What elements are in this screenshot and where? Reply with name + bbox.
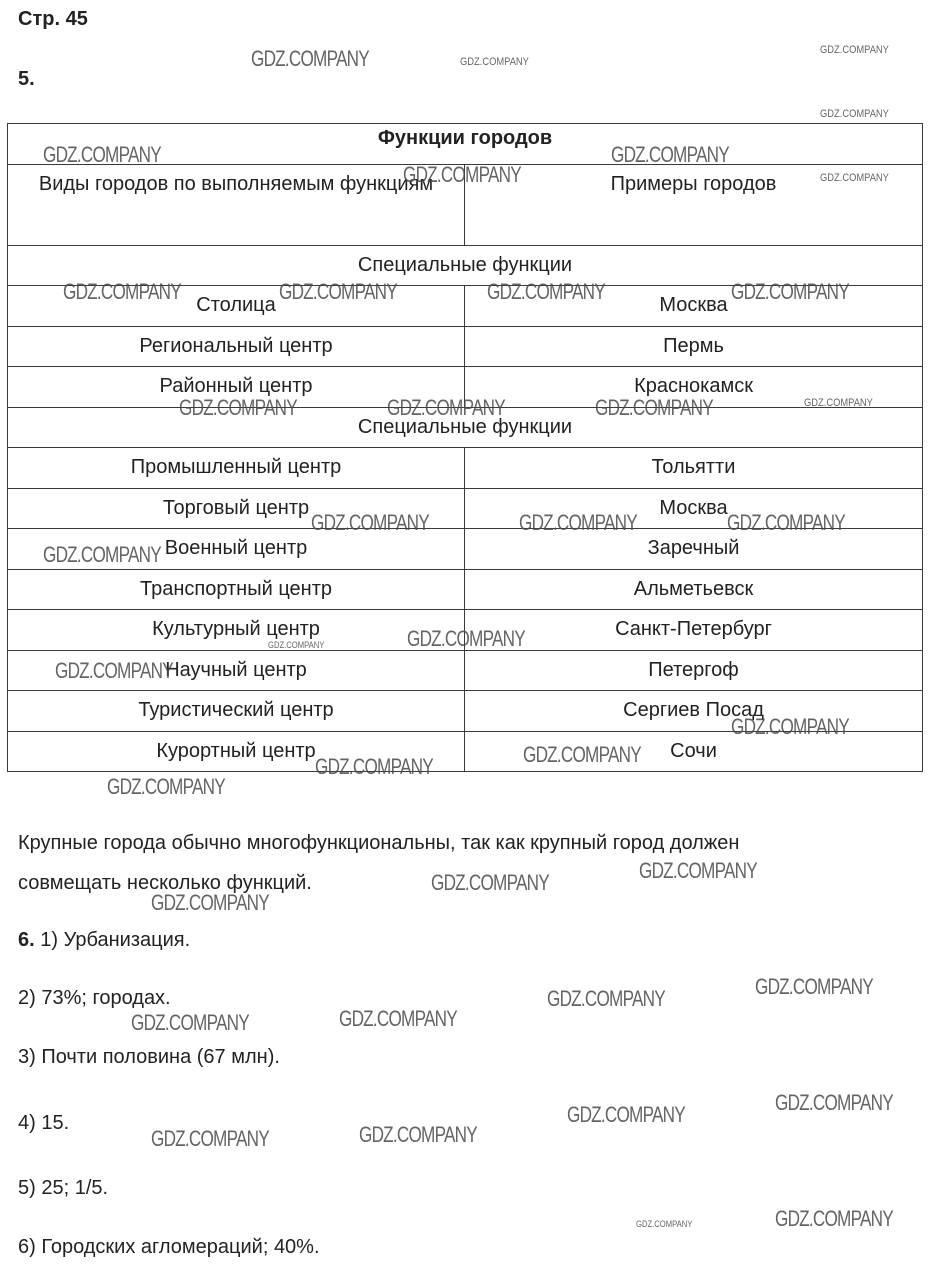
city-type: Региональный центр	[8, 326, 465, 367]
watermark: GDZ.COMPANY	[131, 1010, 249, 1035]
city-example: Сочи	[465, 731, 923, 772]
watermark: GDZ.COMPANY	[804, 397, 873, 409]
table-title: Функции городов	[8, 124, 923, 165]
watermark: GDZ.COMPANY	[731, 714, 849, 739]
conclusion-line-2: совмещать несколько функций.	[18, 872, 312, 894]
city-example: Заречный	[465, 529, 923, 570]
city-type: Культурный центр	[8, 610, 465, 651]
table-row	[8, 488, 923, 529]
page-number: Стр. 45	[18, 8, 88, 30]
answer-3: 3) Почти половина (67 млн).	[18, 1046, 280, 1068]
watermark: GDZ.COMPANY	[567, 1102, 685, 1127]
table-row	[8, 448, 923, 489]
watermark: GDZ.COMPANY	[43, 542, 161, 567]
watermark: GDZ.COMPANY	[179, 395, 297, 420]
watermark: GDZ.COMPANY	[775, 1090, 893, 1115]
task-6-number: 6.	[18, 929, 35, 951]
city-type: Торговый центр	[8, 488, 465, 529]
watermark: GDZ.COMPANY	[639, 858, 757, 883]
watermark: GDZ.COMPANY	[487, 279, 605, 304]
city-example: Санкт-Петербург	[465, 610, 923, 651]
watermark: GDZ.COMPANY	[268, 640, 325, 650]
city-type: Туристический центр	[8, 691, 465, 732]
table-row	[8, 691, 923, 732]
city-example: Пермь	[465, 326, 923, 367]
watermark: GDZ.COMPANY	[387, 395, 505, 420]
table-row	[8, 610, 923, 651]
watermark: GDZ.COMPANY	[315, 754, 433, 779]
table-row	[8, 326, 923, 367]
answer-1	[18, 929, 190, 952]
answer-2: 2) 73%; городах.	[18, 987, 171, 1009]
watermark: GDZ.COMPANY	[43, 142, 161, 167]
watermark: GDZ.COMPANY	[251, 46, 369, 71]
watermark: GDZ.COMPANY	[55, 658, 173, 683]
city-example: Петергоф	[465, 650, 923, 691]
city-type: Столица	[8, 286, 465, 327]
watermark: GDZ.COMPANY	[820, 172, 889, 184]
watermark: GDZ.COMPANY	[339, 1006, 457, 1031]
city-example: Сергиев Посад	[465, 691, 923, 732]
section-label: Специальные функции	[8, 407, 923, 448]
watermark: GDZ.COMPANY	[727, 510, 845, 535]
city-example: Тольятти	[465, 448, 923, 489]
city-functions-table	[7, 123, 923, 772]
watermark: GDZ.COMPANY	[731, 279, 849, 304]
watermark: GDZ.COMPANY	[311, 510, 429, 535]
table-row	[8, 286, 923, 327]
watermark: GDZ.COMPANY	[611, 142, 729, 167]
col-header-examples: Примеры городов	[465, 164, 923, 245]
task-5-number: 5.	[18, 68, 35, 90]
watermark: GDZ.COMPANY	[279, 279, 397, 304]
answer-1-text: 1) Урбанизация.	[40, 929, 191, 951]
watermark: GDZ.COMPANY	[595, 395, 713, 420]
watermark: GDZ.COMPANY	[519, 510, 637, 535]
table-row	[8, 367, 923, 408]
city-example: Краснокамск	[465, 367, 923, 408]
watermark: GDZ.COMPANY	[359, 1122, 477, 1147]
watermark: GDZ.COMPANY	[403, 162, 521, 187]
watermark: GDZ.COMPANY	[151, 890, 269, 915]
city-type: Транспортный центр	[8, 569, 465, 610]
watermark: GDZ.COMPANY	[755, 974, 873, 999]
watermark: GDZ.COMPANY	[775, 1206, 893, 1231]
watermark: GDZ.COMPANY	[460, 56, 529, 68]
watermark: GDZ.COMPANY	[431, 870, 549, 895]
answer-5: 5) 25; 1/5.	[18, 1177, 109, 1199]
watermark: GDZ.COMPANY	[636, 1219, 693, 1229]
city-type: Районный центр	[8, 367, 465, 408]
watermark: GDZ.COMPANY	[523, 742, 641, 767]
city-type: Промышленный центр	[8, 448, 465, 489]
answer-6: 6) Городских агломераций; 40%.	[18, 1236, 320, 1258]
city-example: Москва	[465, 286, 923, 327]
watermark: GDZ.COMPANY	[820, 44, 889, 56]
city-type: Военный центр	[8, 529, 465, 570]
city-type: Курортный центр	[8, 731, 465, 772]
watermark: GDZ.COMPANY	[107, 774, 225, 799]
city-type: Научный центр	[8, 650, 465, 691]
table-row	[8, 731, 923, 772]
col-header-types: Виды городов по выполняемым функциям	[8, 164, 465, 245]
conclusion-line-1: Крупные города обычно многофункциональны, так как крупный город должен	[18, 832, 740, 854]
watermark: GDZ.COMPANY	[820, 108, 889, 120]
table-row	[8, 529, 923, 570]
watermark: GDZ.COMPANY	[63, 279, 181, 304]
watermark: GDZ.COMPANY	[407, 626, 525, 651]
section-label: Специальные функции	[8, 245, 923, 286]
table-row	[8, 650, 923, 691]
answer-4: 4) 15.	[18, 1112, 70, 1134]
city-example: Москва	[465, 488, 923, 529]
watermark: GDZ.COMPANY	[547, 986, 665, 1011]
watermark: GDZ.COMPANY	[151, 1126, 269, 1151]
city-example: Альметьевск	[465, 569, 923, 610]
table-row	[8, 569, 923, 610]
